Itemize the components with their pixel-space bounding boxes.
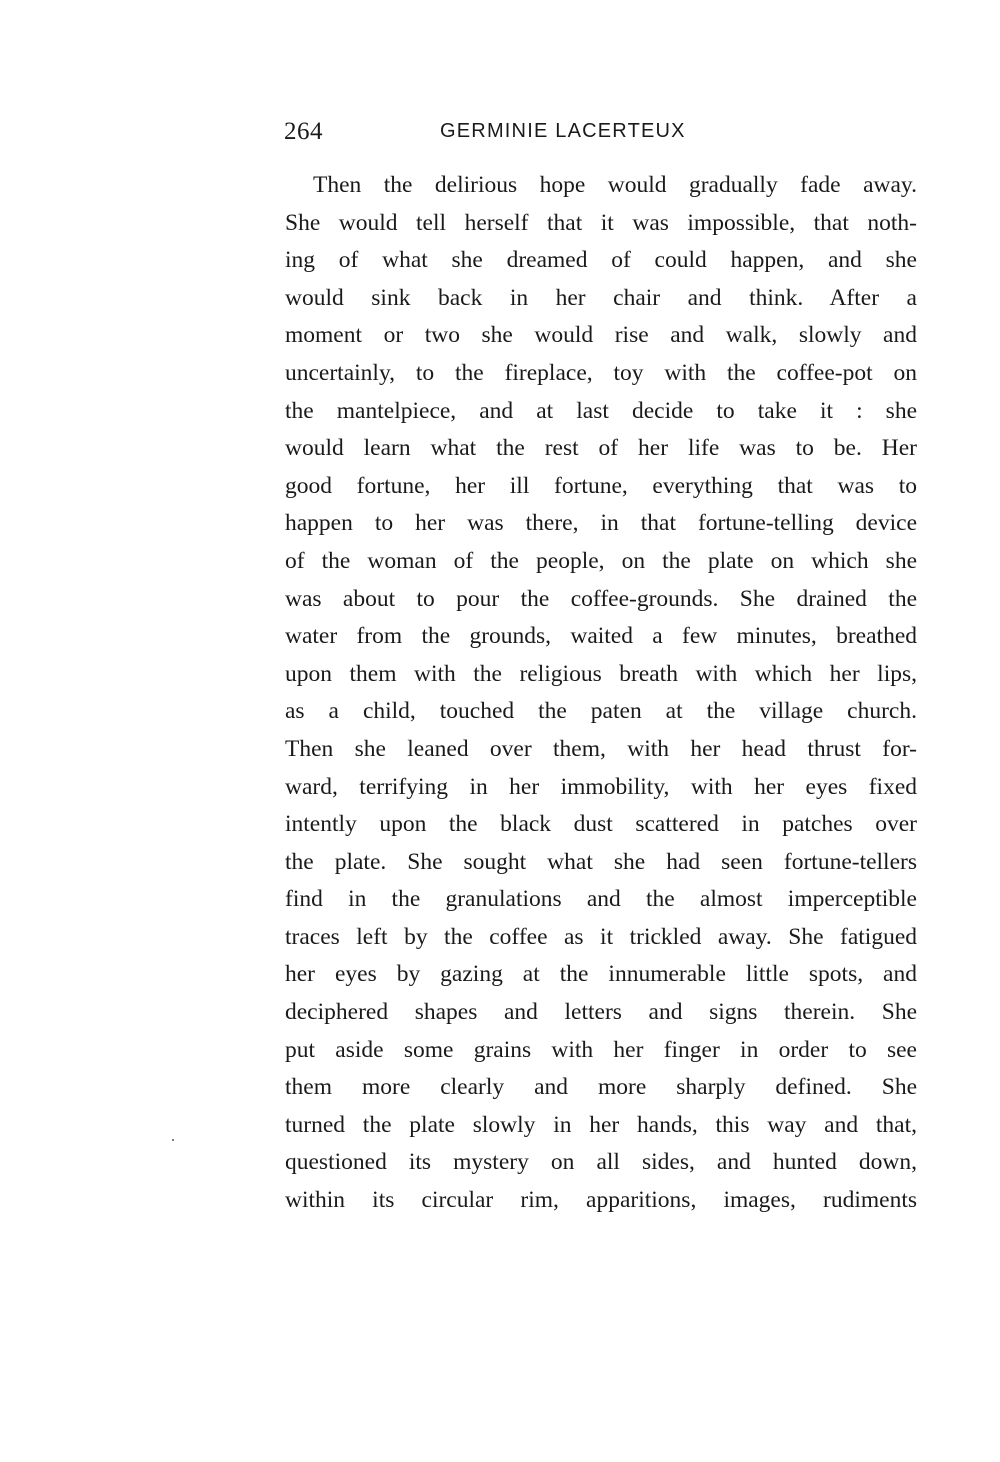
body-paragraph	[285, 167, 917, 1220]
text-line: moment or two she would rise and walk, slowly and	[285, 322, 917, 349]
scan-speck	[172, 1139, 174, 1141]
text-line: was about to pour the coffee-grounds. She drained the	[285, 585, 917, 612]
text-line: water from the grounds, waited a few minutes, breathed	[285, 623, 917, 650]
text-line: traces left by the coffee as it trickled away. She fatigued	[285, 923, 917, 950]
text-line: questioned its mystery on all sides, and hunted down,	[285, 1149, 917, 1176]
running-title: GERMINIE LACERTEUX	[440, 120, 686, 142]
text-line: Then she leaned over them, with her head thrust for-	[285, 735, 917, 762]
text-line: ing of what she dreamed of could happen, and she	[285, 247, 917, 274]
text-line: deciphered shapes and letters and signs therein. She	[285, 999, 917, 1026]
text-line: Then the delirious hope would gradually fade away.	[313, 172, 917, 198]
text-line: She would tell herself that it was impossible, that noth-	[285, 209, 917, 236]
text-line: her eyes by gazing at the innumerable little spots, and	[285, 961, 917, 988]
text-line: uncertainly, to the fireplace, toy with the coffee-pot on	[285, 359, 917, 386]
text-line: within its circular rim, apparitions, images, rudiments	[285, 1187, 917, 1214]
page-header	[284, 118, 916, 152]
text-line: good fortune, her ill fortune, everything that was to	[285, 472, 917, 499]
text-line: happen to her was there, in that fortune-telling device	[285, 510, 917, 537]
text-line: ward, terrifying in her immobility, with her eyes fixed	[285, 773, 917, 800]
text-line: the plate. She sought what she had seen fortune-tellers	[285, 848, 917, 875]
text-line: put aside some grains with her finger in order to see	[285, 1036, 917, 1063]
text-line: would learn what the rest of her life was to be. Her	[285, 435, 917, 462]
text-line: as a child, touched the paten at the village church.	[285, 698, 917, 725]
text-line: of the woman of the people, on the plate on which she	[285, 547, 917, 574]
page-number: 264	[284, 118, 323, 145]
text-line: turned the plate slowly in her hands, this way and that,	[285, 1111, 917, 1138]
text-line: the mantelpiece, and at last decide to take it : she	[285, 397, 917, 424]
text-line: intently upon the black dust scattered in patches over	[285, 811, 917, 838]
text-line: upon them with the religious breath with which her lips,	[285, 660, 917, 687]
text-line: find in the granulations and the almost imperceptible	[285, 886, 917, 913]
text-line: them more clearly and more sharply defined. She	[285, 1074, 917, 1101]
text-line: would sink back in her chair and think. After a	[285, 284, 917, 311]
